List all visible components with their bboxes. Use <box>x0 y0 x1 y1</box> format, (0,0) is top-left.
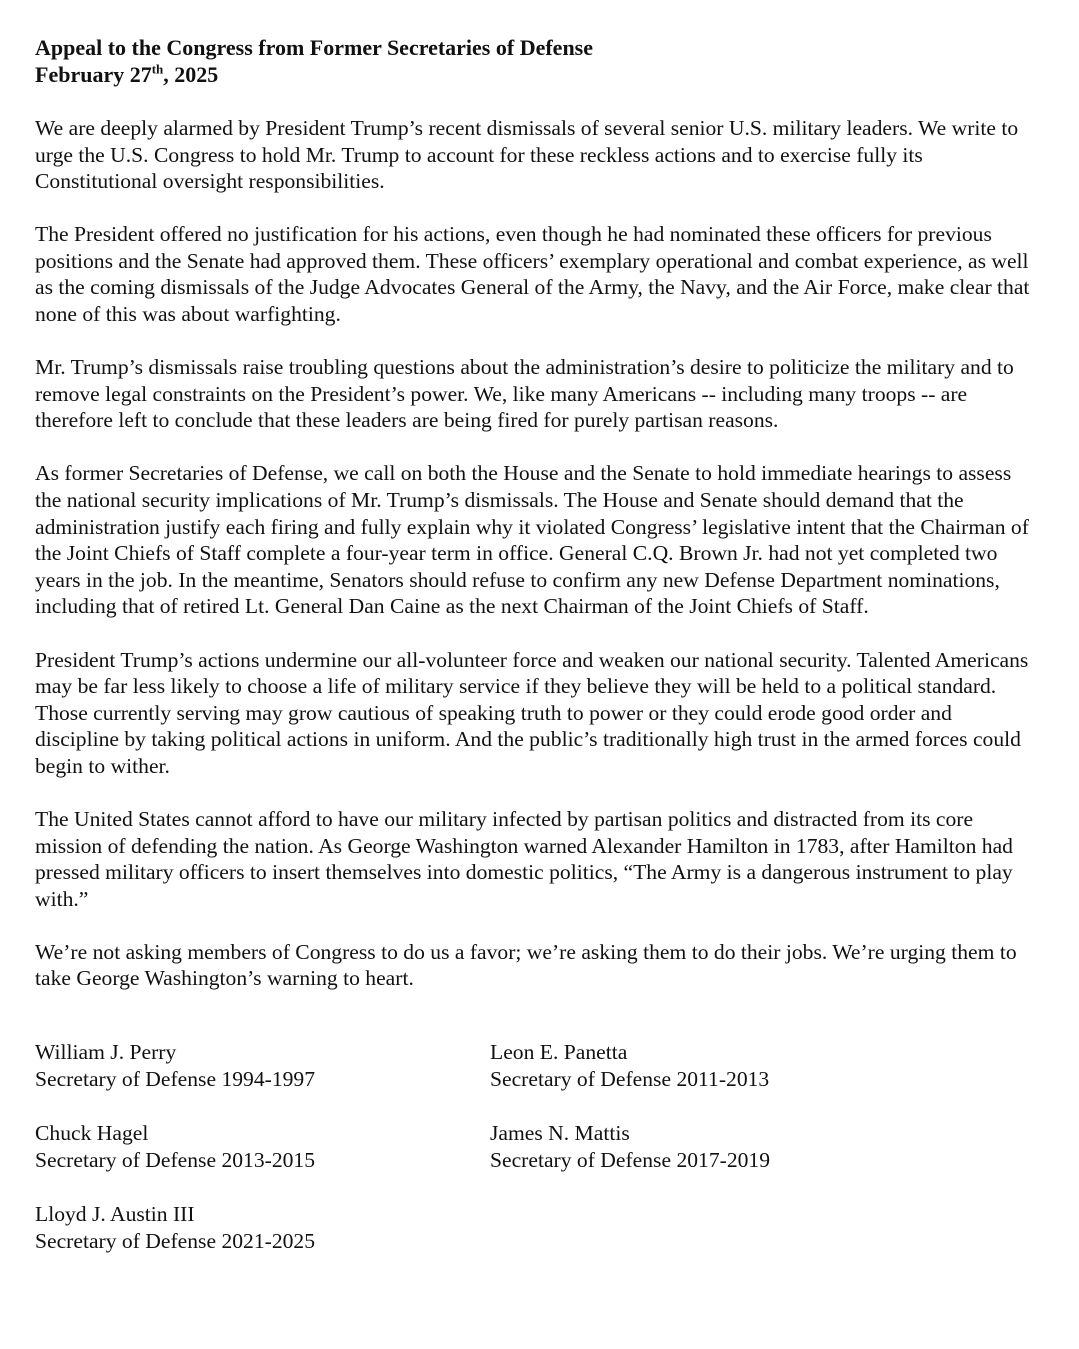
paragraph-1: We are deeply alarmed by President Trump’s recent dismissals of several senior U.S. military leaders. We write to urge the U.S. Congress to hold Mr. Trump to account for these reckless actions and to exercise fully its Constitutional oversight responsibilities. <box>35 116 1019 194</box>
signatory-perry <box>35 1039 490 1093</box>
letter-header <box>35 34 1039 88</box>
letter-date <box>35 61 1039 88</box>
signatory-role: Secretary of Defense 2013-2015 <box>35 1148 316 1173</box>
signatory-name: James N. Mattis <box>490 1121 630 1146</box>
signatory-name: William J. Perry <box>35 1040 177 1065</box>
signatory-hagel <box>35 1120 490 1174</box>
date-suffix: th <box>151 61 164 77</box>
signature-block <box>35 1039 1039 1255</box>
paragraph-2: The President offered no justification for his actions, even though he had nominated these officers for previous positions and the Senate had approved them. These officers’ exemplary operational and combat experience, as well as the coming dismissals of the Judge Advocates General of the Army, the Navy, and the Air Force, make clear that none of this was about warfighting. <box>35 222 1030 327</box>
signatory-role: Secretary of Defense 2021-2025 <box>35 1229 316 1254</box>
letter-body <box>35 115 1039 992</box>
signatory-name: Chuck Hagel <box>35 1121 149 1146</box>
paragraph-5: President Trump’s actions undermine our all-volunteer force and weaken our national security. Talented Americans may be far less likely to choose a life of military service if they believe they will be held to a political standard. Those currently serving may grow cautious of speaking truth to power or they could erode good order and discipline by taking political actions in uniform. And the public’s traditionally high trust in the armed forces could begin to wither. <box>35 647 1029 778</box>
date-year: , 2025 <box>163 62 219 87</box>
letter-title: Appeal to the Congress from Former Secretaries of Defense <box>35 35 594 60</box>
paragraph-3: Mr. Trump’s dismissals raise troubling questions about the administration’s desire to politicize the military and to remove legal constraints on the President’s power. We, like many Americans -- including many troops -- are therefore left to conclude that these leaders are being fired for purely partisan reasons. <box>35 355 1014 433</box>
signatory-mattis <box>490 1120 1039 1174</box>
signatory-panetta <box>490 1039 1039 1093</box>
paragraph-6: The United States cannot afford to have our military infected by partisan politics and distracted from its core mission of defending the nation. As George Washington warned Alexander Hamilton in 1783, after Hamilton had pressed military officers to insert themselves into domestic politics, “The Army is a dangerous instrument to play with.” <box>35 806 1013 911</box>
paragraph-4: As former Secretaries of Defense, we call on both the House and the Senate to hold immediate hearings to assess the national security implications of Mr. Trump’s dismissals. The House and Senate should demand that the administration justify each firing and fully explain why it violated Congress’ legislative intent that the Chairman of the Joint Chiefs of Staff complete a four-year term in office. General C.Q. Brown Jr. had not yet completed two years in the job. In the meantime, Senators should refuse to confirm any new Defense Department nominations, including that of retired Lt. General Dan Caine as the next Chairman of the Joint Chiefs of Staff. <box>35 461 1029 619</box>
signatory-name: Leon E. Panetta <box>490 1040 628 1065</box>
paragraph-7: We’re not asking members of Congress to do us a favor; we’re asking them to do their jobs. We’re urging them to take George Washington’s warning to heart. <box>35 939 1017 991</box>
signatory-austin <box>35 1201 490 1255</box>
signatory-role: Secretary of Defense 1994-1997 <box>35 1067 316 1092</box>
signatory-role: Secretary of Defense 2017-2019 <box>490 1148 771 1173</box>
signatory-role: Secretary of Defense 2011-2013 <box>490 1067 770 1092</box>
signatory-name: Lloyd J. Austin III <box>35 1202 195 1227</box>
date-month-day: February 27 <box>35 62 152 87</box>
